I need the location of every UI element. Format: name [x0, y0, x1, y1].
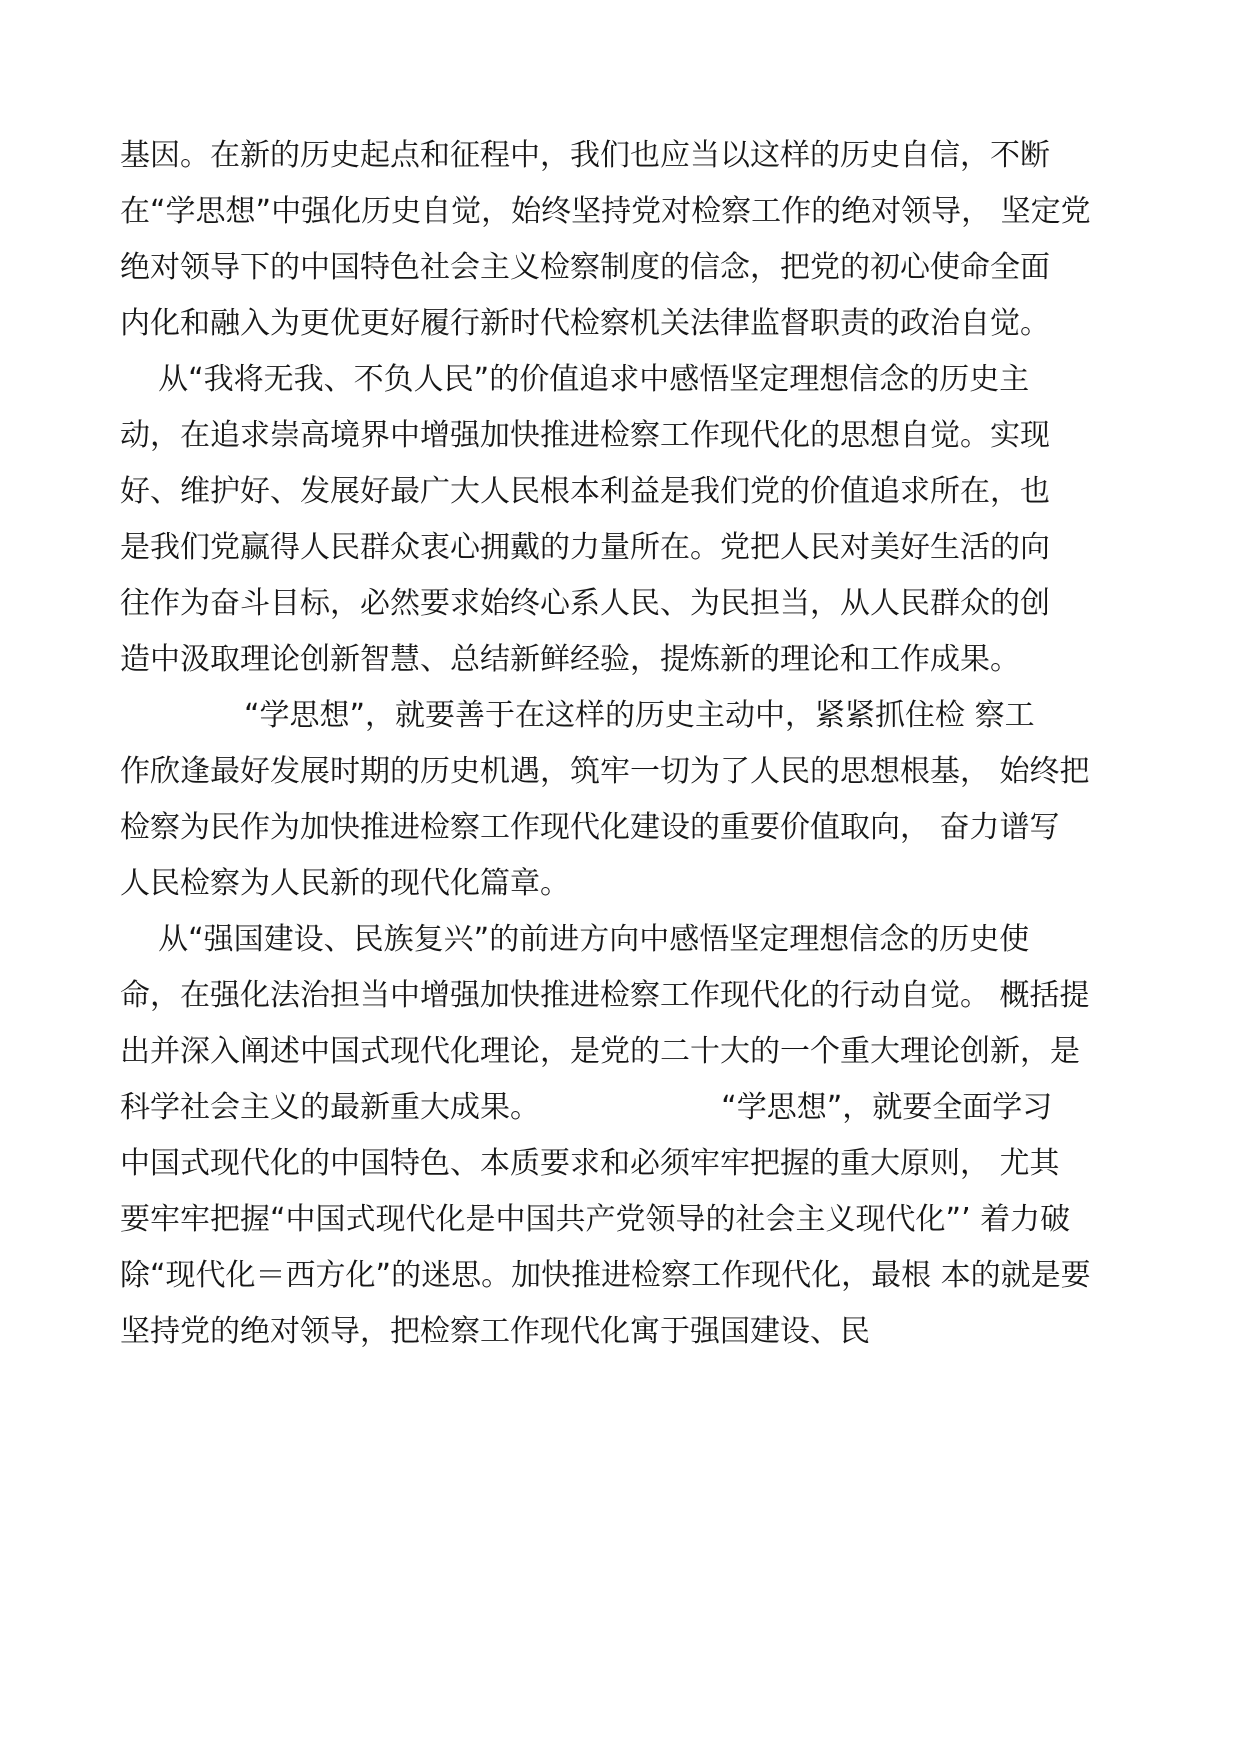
text-line: 造中汲取理论创新智慧、总结新鲜经验，提炼新的理论和工作成果。: [120, 642, 1020, 677]
text-line: 基因。在新的历史起点和征程中，我们也应当以这样的历史自信，不断: [120, 138, 1050, 173]
text-line: 从“强国建设、民族复兴”的前进方向中感悟坚定理想信念的历史使: [120, 922, 1030, 957]
text-line: 出并深入阐述中国式现代化理论，是党的二十大的一个重大理论创新，是: [120, 1034, 1080, 1069]
text-line: 好、维护好、发展好最广大人民根本利益是我们党的价值追求所在，也: [120, 474, 1050, 509]
text-line: 在“学思想”中强化历史自觉，始终坚持党对检察工作的绝对领导， 坚定党: [120, 194, 1091, 229]
text-line: 命，在强化法治担当中增强加快推进检察工作现代化的行动自觉。 概括提: [120, 978, 1090, 1013]
text-line: “学思想”，就要善于在这样的历史主动中，紧紧抓住检 察工: [120, 698, 1035, 733]
body-text: [120, 128, 1140, 1360]
text-line: 作欣逢最好发展时期的历史机遇，筑牢一切为了人民的思想根基， 始终把: [120, 754, 1090, 789]
text-line: 绝对领导下的中国特色社会主义检察制度的信念，把党的初心使命全面: [120, 250, 1050, 285]
text-line: 科学社会主义的最新重大成果。 “学思想”，就要全面学习: [120, 1090, 1053, 1125]
text-line: 内化和融入为更优更好履行新时代检察机关法律监督职责的政治自觉。: [120, 306, 1050, 341]
text-line: 往作为奋斗目标，必然要求始终心系人民、为民担当，从人民群众的创: [120, 586, 1050, 621]
text-line: 人民检察为人民新的现代化篇章。: [120, 866, 570, 901]
text-line: 要牢牢把握“中国式现代化是中国共产党领导的社会主义现代化”’ 着力破: [120, 1202, 1071, 1237]
text-line: 中国式现代化的中国特色、本质要求和必须牢牢把握的重大原则， 尤其: [120, 1146, 1060, 1181]
text-line: 是我们党赢得人民群众衷心拥戴的力量所在。党把人民对美好生活的向: [120, 530, 1050, 565]
text-line: 动，在追求崇高境界中增强加快推进检察工作现代化的思想自觉。实现: [120, 418, 1050, 453]
text-line: 除“现代化＝西方化”的迷思。加快推进检察工作现代化，最根 本的就是要: [120, 1258, 1091, 1293]
text-line: 坚持党的绝对领导，把检察工作现代化寓于强国建设、民: [120, 1314, 870, 1349]
text-line: 检察为民作为加快推进检察工作现代化建设的重要价值取向， 奋力谱写: [120, 810, 1060, 845]
text-line: 从“我将无我、不负人民”的价值追求中感悟坚定理想信念的历史主: [120, 362, 1030, 397]
